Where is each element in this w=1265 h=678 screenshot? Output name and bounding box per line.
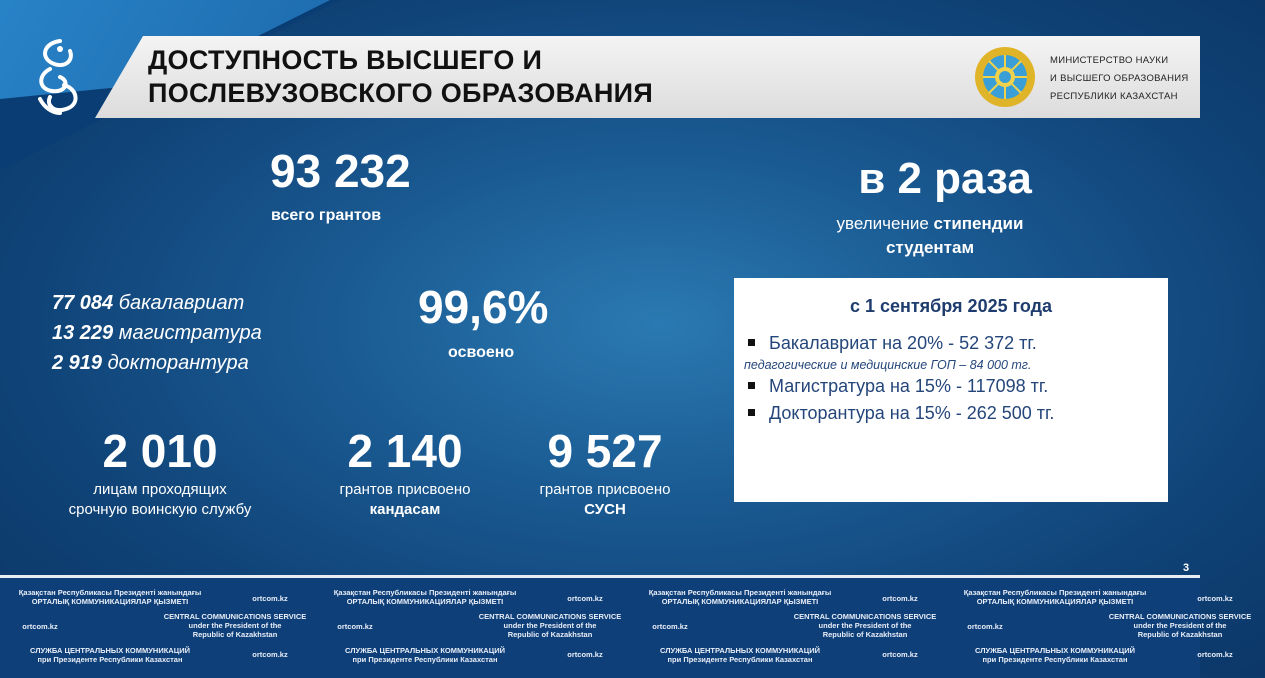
- footer-kz-text-line: Қазақстан Республикасы Президенті жанындағы: [648, 588, 832, 597]
- footer-en-text-line: under the President of the: [1133, 621, 1227, 630]
- footer-kz-text: [640, 588, 840, 606]
- footer-kz-text-line: ОРТАЛЫҚ КОММУНИКАЦИЯЛАР ҚЫЗМЕТІ: [31, 597, 189, 606]
- ministry-line: РЕСПУБЛИКИ КАЗАХСТАН: [1050, 91, 1178, 102]
- stipend-sub-bold: стипендии: [933, 214, 1024, 233]
- list-item: [744, 330, 1054, 357]
- footer-site-line: ortcom.kz: [652, 622, 688, 631]
- footer-site-line: ortcom.kz: [882, 594, 918, 603]
- footer-en-text-line: Republic of Kazakhstan: [192, 630, 278, 639]
- stat-label: грантов присвоено: [539, 481, 671, 498]
- footer-ru-text: [325, 646, 525, 664]
- footer-site-line: ortcom.kz: [567, 594, 603, 603]
- footer-kz-text-line: Қазақстан Республикасы Президенті жанындағы: [18, 588, 202, 597]
- list-item-text: Магистратура на 15% - 117098 тг.: [769, 376, 1049, 396]
- stat-value: 2 140: [347, 425, 463, 477]
- grants-breakdown: [52, 288, 262, 378]
- footer-site-line: ortcom.kz: [567, 650, 603, 659]
- footer-kz-text-line: Қазақстан Республикасы Президенті жанындағы: [333, 588, 517, 597]
- list-note: педагогические и медицинские ГОП – 84 000 тг.: [744, 358, 1032, 372]
- footer-en-text-line: Republic of Kazakhstan: [507, 630, 593, 639]
- footer-en-text: [150, 612, 320, 639]
- footer-site: [240, 650, 300, 659]
- page-title: [148, 44, 788, 110]
- title-line: ДОСТУПНОСТЬ ВЫСШЕГО И: [148, 45, 543, 75]
- stat-military: [40, 424, 280, 520]
- stat-value: 9 527: [547, 425, 663, 477]
- footer-ru-text-line: СЛУЖБА ЦЕНТРАЛЬНЫХ КОММУНИКАЦИЙ: [974, 646, 1135, 655]
- footer-en-text-line: Republic of Kazakhstan: [1137, 630, 1223, 639]
- stat-label: лицам проходящих: [93, 481, 227, 498]
- footer-ru-text-line: при Президенте Республики Казахстан: [667, 655, 813, 664]
- list-item-text: Бакалавриат на 20% - 52 372 тг.: [769, 333, 1037, 353]
- footer-site-line: ortcom.kz: [337, 622, 373, 631]
- footer-en-text-line: CENTRAL COMMUNICATIONS SERVICE: [1108, 612, 1252, 621]
- state-emblem-icon: [974, 46, 1036, 108]
- title-line: ПОСЛЕВУЗОВСКОГО ОБРАЗОВАНИЯ: [148, 78, 654, 108]
- ministry-line: МИНИСТЕРСТВО НАУКИ: [1050, 55, 1169, 66]
- footer-kz-text: [955, 588, 1155, 606]
- footer-kz-text: [10, 588, 210, 606]
- list-item: [744, 373, 1054, 400]
- mastery-value: 99,6%: [418, 281, 549, 333]
- stat-label: грантов присвоено: [339, 481, 471, 498]
- stipend-list: [744, 330, 1054, 427]
- total-grants-label: всего грантов: [271, 207, 382, 224]
- stat-susn: [505, 424, 705, 520]
- ministry-name: [1050, 52, 1189, 106]
- bullet-icon: [748, 339, 755, 346]
- footer-site-line: ortcom.kz: [967, 622, 1003, 631]
- footer-ru-text-line: СЛУЖБА ЦЕНТРАЛЬНЫХ КОММУНИКАЦИЙ: [344, 646, 505, 655]
- footer-site: [870, 650, 930, 659]
- footer-site: [10, 622, 70, 631]
- list-item: [744, 400, 1054, 427]
- breakdown-item-bachelor: [52, 288, 262, 318]
- bullet-icon: [748, 382, 755, 389]
- footer-site-line: ortcom.kz: [252, 594, 288, 603]
- list-item-text: Докторантура на 15% - 262 500 тг.: [769, 403, 1055, 423]
- box-heading: с 1 сентября 2025 года: [849, 296, 1053, 316]
- mastery-label: освоено: [448, 344, 515, 361]
- footer-en-text: [465, 612, 635, 639]
- breakdown-label: докторантура: [107, 352, 249, 374]
- footer-site: [240, 594, 300, 603]
- footer-en-text-line: CENTRAL COMMUNICATIONS SERVICE: [793, 612, 937, 621]
- footer-en-text-line: CENTRAL COMMUNICATIONS SERVICE: [163, 612, 307, 621]
- footer-en-text: [780, 612, 950, 639]
- footer-site: [1185, 594, 1245, 603]
- footer-kz-text-line: Қазақстан Республикасы Президенті жанындағы: [963, 588, 1147, 597]
- footer-ru-text-line: при Президенте Республики Казахстан: [37, 655, 183, 664]
- ministry-line: И ВЫСШЕГО ОБРАЗОВАНИЯ: [1050, 73, 1189, 84]
- breakdown-item-doctor: [52, 348, 262, 378]
- footer-site: [1185, 650, 1245, 659]
- footer: [0, 575, 1252, 678]
- footer-site: [555, 650, 615, 659]
- footer-ru-text: [955, 646, 1155, 664]
- page-number: 3: [1183, 562, 1190, 574]
- breakdown-label: бакалавриат: [118, 292, 245, 314]
- footer-kz-text-line: ОРТАЛЫҚ КОММУНИКАЦИЯЛАР ҚЫЗМЕТІ: [346, 597, 504, 606]
- breakdown-item-master: [52, 318, 262, 348]
- footer-en-text: [1095, 612, 1265, 639]
- footer-en-text-line: under the President of the: [503, 621, 597, 630]
- footer-site: [955, 622, 1015, 631]
- footer-site: [555, 594, 615, 603]
- footer-en-text-line: Republic of Kazakhstan: [822, 630, 908, 639]
- stat-label: СУСН: [584, 501, 626, 518]
- bullet-icon: [748, 409, 755, 416]
- total-grants-value: 93 232: [270, 145, 411, 197]
- stat-label: срочную воинскую службу: [68, 501, 252, 518]
- footer-en-text-line: CENTRAL COMMUNICATIONS SERVICE: [478, 612, 622, 621]
- footer-en-text-line: under the President of the: [188, 621, 282, 630]
- footer-ru-text: [640, 646, 840, 664]
- breakdown-value: 13 229: [52, 322, 114, 344]
- footer-ru-text-line: СЛУЖБА ЦЕНТРАЛЬНЫХ КОММУНИКАЦИЙ: [29, 646, 190, 655]
- footer-site-line: ortcom.kz: [252, 650, 288, 659]
- stat-value: 2 010: [102, 425, 218, 477]
- breakdown-label: магистратура: [118, 322, 262, 344]
- stat-label: кандасам: [369, 501, 441, 518]
- footer-site: [870, 594, 930, 603]
- stipend-sub-line2: студентам: [885, 238, 975, 257]
- footer-site-line: ortcom.kz: [1197, 650, 1233, 659]
- stipend-subtitle: [790, 212, 1070, 260]
- snow-leopard-logo-icon: [30, 35, 86, 117]
- footer-site-line: ortcom.kz: [1197, 594, 1233, 603]
- footer-kz-text-line: ОРТАЛЫҚ КОММУНИКАЦИЯЛАР ҚЫЗМЕТІ: [661, 597, 819, 606]
- stipend-sub-plain: увеличение: [836, 214, 934, 233]
- footer-kz-text-line: ОРТАЛЫҚ КОММУНИКАЦИЯЛАР ҚЫЗМЕТІ: [976, 597, 1134, 606]
- footer-site-line: ortcom.kz: [22, 622, 58, 631]
- stipend-info-box: [734, 278, 1168, 502]
- footer-site: [640, 622, 700, 631]
- stat-kandas: [305, 424, 505, 520]
- breakdown-value: 77 084: [52, 292, 114, 314]
- footer-site-line: ortcom.kz: [882, 650, 918, 659]
- breakdown-value: 2 919: [52, 352, 103, 374]
- footer-kz-text: [325, 588, 525, 606]
- footer-ru-text: [10, 646, 210, 664]
- footer-ru-text-line: при Президенте Республики Казахстан: [352, 655, 498, 664]
- footer-en-text-line: under the President of the: [818, 621, 912, 630]
- footer-ru-text-line: СЛУЖБА ЦЕНТРАЛЬНЫХ КОММУНИКАЦИЙ: [659, 646, 820, 655]
- footer-ru-text-line: при Президенте Республики Казахстан: [982, 655, 1128, 664]
- stipend-headline: в 2 раза: [858, 154, 1032, 203]
- footer-site: [325, 622, 385, 631]
